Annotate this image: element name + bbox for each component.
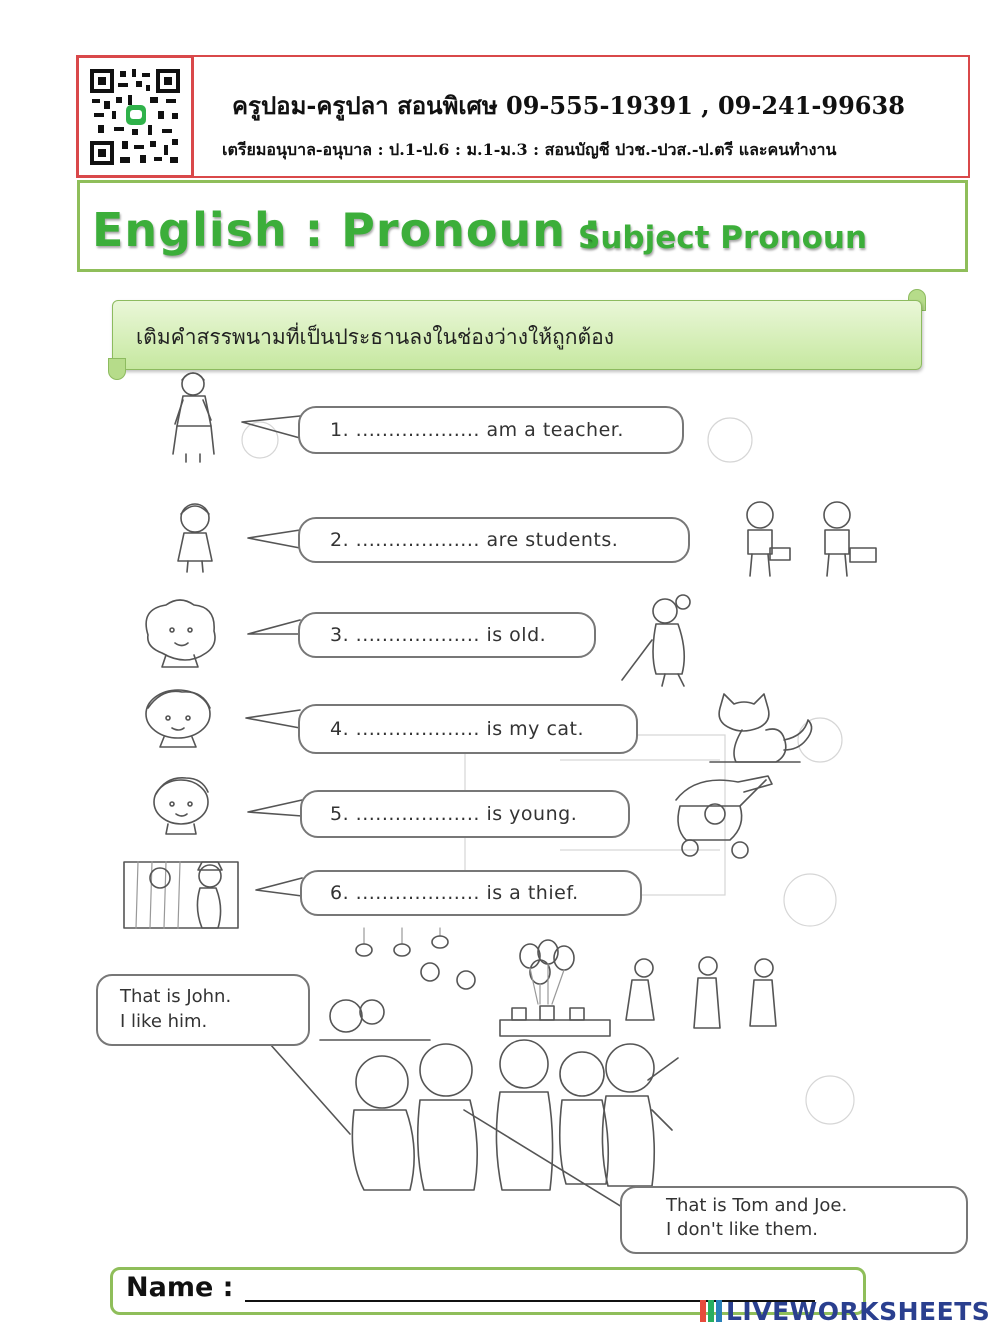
question-3-text: 3. ................... is old.: [330, 624, 547, 646]
liveworksheets-logo-icon: [700, 1300, 722, 1322]
teacher-figure: [173, 373, 214, 462]
watermark-text: LIVEWORKSHEETS: [726, 1297, 991, 1326]
question-5-text: 5. ................... is young.: [330, 803, 578, 825]
bubble-tail-3: [248, 620, 300, 634]
stroller-figure: [676, 776, 772, 858]
example-tom-joe-line1: That is Tom and Joe.: [666, 1195, 848, 1216]
question-2-text: 2. ................... are students.: [330, 529, 619, 551]
old-woman-figure: [622, 595, 690, 686]
question-4-text: 4. ................... is my cat.: [330, 718, 585, 740]
worksheet-subtitle: Subject Pronoun: [578, 220, 868, 256]
question-1-text: 1. ................... am a teacher.: [330, 419, 624, 441]
worksheet-title: English : Pronoun :: [92, 203, 603, 257]
header-title: ครูปอม-ครูปลา สอนพิเศษ 09-555-19391 , 09-241-99638: [232, 91, 905, 120]
two-boys-figure: [747, 502, 876, 576]
example-speech-john: [96, 974, 310, 1046]
example-tom-joe-line2: I don't like them.: [666, 1219, 818, 1240]
curly-hair-kid-figure: [146, 600, 215, 667]
question-6-text: 6. ................... is a thief.: [330, 882, 579, 904]
name-label: Name :: [126, 1272, 234, 1303]
instruction-text: เติมคำสรรพนามที่เป็นประธานลงในช่องว่างให้ถูกต้อง: [136, 325, 614, 349]
party-scene: [320, 928, 776, 1190]
bubble-tail-1: [242, 416, 300, 438]
liveworksheets-watermark: [726, 1297, 990, 1326]
bubble-tail-6: [256, 878, 302, 896]
boy-figure-1: [146, 690, 210, 747]
speech-pointer-john: [270, 1044, 350, 1134]
girl-figure: [178, 504, 212, 572]
example-john-line1: That is John.: [120, 986, 232, 1007]
bubble-tail-4: [246, 710, 300, 728]
bubble-tail-5: [248, 800, 302, 816]
header-subtitle: เตรียมอนุบาล-อนุบาล : ป.1-ป.6 : ม.1-ม.3 : สอนบัญชี ปวช.-ปวส.-ป.ตรี และคนทำงาน: [222, 140, 837, 159]
boy-figure-2: [154, 778, 208, 834]
example-john-line2: I like him.: [120, 1011, 208, 1032]
thief-in-jail-figure: [124, 862, 238, 928]
bubble-tail-2: [248, 530, 300, 548]
